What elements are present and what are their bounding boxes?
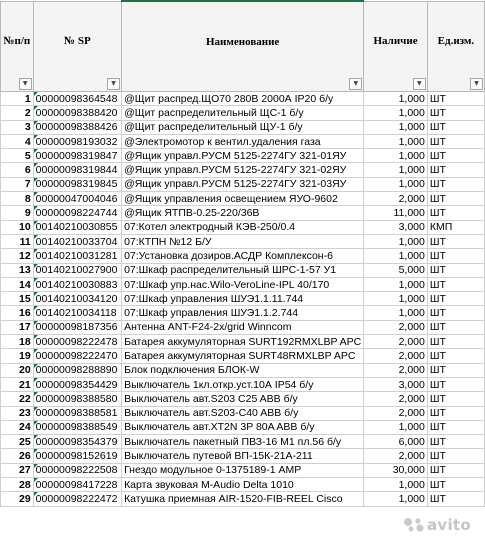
unit-cell[interactable]: ШТ	[427, 249, 484, 263]
table-row	[1, 363, 485, 377]
table-row	[1, 92, 485, 106]
item-name-cell[interactable]: @Ящик управл.РУСМ 5125-2274ГУ 321-01ЯУ	[122, 149, 364, 163]
quantity-cell[interactable]: 2,000	[364, 392, 428, 406]
item-name-cell[interactable]: Катушка приемная AIR-1520-FIB-REEL Cisco	[122, 492, 364, 506]
unit-cell[interactable]: ШТ	[427, 377, 484, 391]
unit-cell[interactable]: ШТ	[427, 234, 484, 248]
row-number-cell[interactable]: 13	[1, 263, 34, 277]
row-number-cell[interactable]: 29	[1, 492, 34, 506]
header-cell-unit[interactable]	[427, 1, 484, 92]
filter-dropdown-icon[interactable]: ▼	[413, 78, 426, 90]
item-name-cell[interactable]: 07:Установка дозиров.АСДР Комплексон-6	[122, 249, 364, 263]
row-number-cell[interactable]: 4	[1, 134, 34, 148]
header-cell-qty[interactable]	[364, 1, 428, 92]
sp-code-cell[interactable]: 00000098222478	[33, 335, 121, 349]
row-number-cell[interactable]: 10	[1, 220, 34, 234]
sp-code-cell[interactable]: 00000098224744	[33, 206, 121, 220]
item-name-cell[interactable]: Выключатель авт.XT2N 3P 80A ABB б/у	[122, 420, 364, 434]
item-name-cell[interactable]: Батарея аккумуляторная SURT192RMXLBP APC	[122, 335, 364, 349]
header-label-unit: Ед.изм.	[437, 35, 475, 48]
table-row	[1, 277, 485, 291]
quantity-cell[interactable]: 1,000	[364, 163, 428, 177]
sp-code-cell[interactable]: 00000098319844	[33, 163, 121, 177]
unit-cell[interactable]: ШТ	[427, 449, 484, 463]
unit-cell[interactable]: ШТ	[427, 292, 484, 306]
sp-code-cell[interactable]: 00000098152619	[33, 449, 121, 463]
sp-code-cell[interactable]: 00000047004046	[33, 192, 121, 206]
sp-code-cell[interactable]: 00140210030855	[33, 220, 121, 234]
table-row	[1, 420, 485, 434]
item-name-cell[interactable]: 07:Шкаф управления ШУЭ1.1.11.744	[122, 292, 364, 306]
unit-cell[interactable]: ШТ	[427, 263, 484, 277]
sp-code-cell[interactable]: 00000098388426	[33, 120, 121, 134]
sp-code-cell[interactable]: 00000098288890	[33, 363, 121, 377]
quantity-cell[interactable]: 2,000	[364, 449, 428, 463]
item-name-cell[interactable]: 07:Котел электродный КЭВ-250/0.4	[122, 220, 364, 234]
item-name-cell[interactable]: 07:Шкаф управления ШУЭ1.1.2.744	[122, 306, 364, 320]
sp-code-cell[interactable]: 00140210031281	[33, 249, 121, 263]
row-number-cell[interactable]: 21	[1, 377, 34, 391]
quantity-cell[interactable]: 1,000	[364, 277, 428, 291]
item-name-cell[interactable]: Выключатель пакетный ПВЗ-16 М1 пл.56 б/у	[122, 435, 364, 449]
header-cell-name[interactable]	[122, 1, 364, 92]
header-cell-num[interactable]	[1, 1, 34, 92]
quantity-cell[interactable]: 1,000	[364, 92, 428, 106]
unit-cell[interactable]: ШТ	[427, 306, 484, 320]
table-row	[1, 435, 485, 449]
header-row	[1, 1, 485, 92]
item-name-cell[interactable]: Карта звуковая M-Audio Delta 1010	[122, 478, 364, 492]
table-row	[1, 249, 485, 263]
avito-watermark	[403, 516, 471, 534]
filter-dropdown-icon[interactable]: ▼	[19, 78, 32, 90]
table-row	[1, 306, 485, 320]
row-number-cell[interactable]: 9	[1, 206, 34, 220]
row-number-cell[interactable]: 12	[1, 249, 34, 263]
unit-cell[interactable]: ШТ	[427, 149, 484, 163]
header-label-num: №п/п	[3, 35, 31, 48]
unit-cell[interactable]: ШТ	[427, 192, 484, 206]
table-row	[1, 106, 485, 120]
header-label-qty: Наличие	[373, 35, 418, 48]
unit-cell[interactable]: ШТ	[427, 406, 484, 420]
table-row	[1, 292, 485, 306]
row-number-cell[interactable]: 14	[1, 277, 34, 291]
item-name-cell[interactable]: @Электромотор к вентил.удаления газа	[122, 134, 364, 148]
unit-cell[interactable]: ШТ	[427, 134, 484, 148]
row-number-cell[interactable]: 24	[1, 420, 34, 434]
row-number-cell[interactable]: 22	[1, 392, 34, 406]
item-name-cell[interactable]: Выключатель путевой ВП-15К-21А-211	[122, 449, 364, 463]
sp-code-cell[interactable]: 00000098354379	[33, 435, 121, 449]
item-name-cell[interactable]: @Щит распред.ЩО70 280В 2000А IP20 б/у	[122, 92, 364, 106]
sp-code-cell[interactable]: 00000098364548	[33, 92, 121, 106]
header-label-name: Наименование	[205, 35, 280, 48]
sp-code-cell[interactable]: 00000098187356	[33, 320, 121, 334]
row-number-cell[interactable]: 19	[1, 349, 34, 363]
quantity-cell[interactable]: 2,000	[364, 349, 428, 363]
watermark-text: avito	[426, 516, 471, 534]
item-name-cell[interactable]: @Ящик управл.РУСМ 5125-2274ГУ 321-03ЯУ	[122, 177, 364, 191]
table-row	[1, 206, 485, 220]
table-row	[1, 320, 485, 334]
table-row	[1, 163, 485, 177]
filter-dropdown-icon[interactable]: ▼	[107, 78, 120, 90]
row-number-cell[interactable]: 26	[1, 449, 34, 463]
quantity-cell[interactable]: 2,000	[364, 363, 428, 377]
unit-cell[interactable]: ШТ	[427, 363, 484, 377]
sp-code-cell[interactable]: 00140210034118	[33, 306, 121, 320]
sp-code-cell[interactable]: 00140210033704	[33, 234, 121, 248]
quantity-cell[interactable]: 5,000	[364, 263, 428, 277]
quantity-cell[interactable]: 1,000	[364, 106, 428, 120]
item-name-cell[interactable]: @Ящик управления освещением ЯУО-9602	[122, 192, 364, 206]
unit-cell[interactable]: ШТ	[427, 478, 484, 492]
table-row	[1, 263, 485, 277]
table-row	[1, 220, 485, 234]
table-row	[1, 449, 485, 463]
table-row	[1, 177, 485, 191]
unit-cell[interactable]: ШТ	[427, 463, 484, 477]
sp-code-cell[interactable]: 00000098417228	[33, 478, 121, 492]
row-number-cell[interactable]: 25	[1, 435, 34, 449]
row-number-cell[interactable]: 28	[1, 478, 34, 492]
item-name-cell[interactable]: 07:Шкаф распределительный ШРС-1-57 У1	[122, 263, 364, 277]
table-row	[1, 335, 485, 349]
unit-cell[interactable]: ШТ	[427, 320, 484, 334]
sp-code-cell[interactable]: 00140210034120	[33, 292, 121, 306]
sp-code-cell[interactable]: 00000098354429	[33, 377, 121, 391]
row-number-cell[interactable]: 11	[1, 234, 34, 248]
sp-code-cell[interactable]: 00000098222470	[33, 349, 121, 363]
item-name-cell[interactable]: @Щит распределительный ЩС-1 б/у	[122, 106, 364, 120]
header-cell-sp[interactable]	[33, 1, 121, 92]
quantity-cell[interactable]: 3,000	[364, 220, 428, 234]
sp-code-cell[interactable]: 00000098319847	[33, 149, 121, 163]
row-number-cell[interactable]: 17	[1, 320, 34, 334]
table-row	[1, 149, 485, 163]
filter-dropdown-icon[interactable]: ▼	[470, 78, 483, 90]
sp-code-cell[interactable]: 00000098222508	[33, 463, 121, 477]
item-name-cell[interactable]: Выключатель авт.S203 C25 ABB б/у	[122, 392, 364, 406]
sp-code-cell[interactable]: 00140210030883	[33, 277, 121, 291]
table-row	[1, 377, 485, 391]
sp-code-cell[interactable]: 00000098388549	[33, 420, 121, 434]
quantity-cell[interactable]: 1,000	[364, 149, 428, 163]
unit-cell[interactable]: ШТ	[427, 492, 484, 506]
row-number-cell[interactable]: 3	[1, 120, 34, 134]
sp-code-cell[interactable]: 00000098193032	[33, 134, 121, 148]
item-name-cell[interactable]: Антенна ANT-F24-2x/grid Winncom	[122, 320, 364, 334]
quantity-cell[interactable]: 1,000	[364, 292, 428, 306]
unit-cell[interactable]: ШТ	[427, 106, 484, 120]
quantity-cell[interactable]: 1,000	[364, 249, 428, 263]
table-row	[1, 392, 485, 406]
table-body	[1, 92, 485, 507]
table-row	[1, 349, 485, 363]
quantity-cell[interactable]: 1,000	[364, 492, 428, 506]
unit-cell[interactable]: ШТ	[427, 335, 484, 349]
quantity-cell[interactable]: 6,000	[364, 435, 428, 449]
unit-cell[interactable]: ШТ	[427, 163, 484, 177]
item-name-cell[interactable]: 07:Шкаф упр.нас.Wilo-VeroLine-IPL 40/170	[122, 277, 364, 291]
quantity-cell[interactable]: 2,000	[364, 406, 428, 420]
item-name-cell[interactable]: @Ящик ЯТПВ-0.25-220/36В	[122, 206, 364, 220]
row-number-cell[interactable]: 8	[1, 192, 34, 206]
item-name-cell[interactable]: Батарея аккумуляторная SURT48RMXLBP APC	[122, 349, 364, 363]
item-name-cell[interactable]: 07:КТПН №12 Б/У	[122, 234, 364, 248]
item-name-cell[interactable]: Гнездо модульное 0-1375189-1 AMP	[122, 463, 364, 477]
quantity-cell[interactable]: 2,000	[364, 320, 428, 334]
row-number-cell[interactable]: 6	[1, 163, 34, 177]
sp-code-cell[interactable]: 00000098222472	[33, 492, 121, 506]
unit-cell[interactable]: ШТ	[427, 206, 484, 220]
row-number-cell[interactable]: 1	[1, 92, 34, 106]
row-number-cell[interactable]: 23	[1, 406, 34, 420]
quantity-cell[interactable]: 1,000	[364, 306, 428, 320]
item-name-cell[interactable]: @Щит распределительный ЩУ-1 б/у	[122, 120, 364, 134]
row-number-cell[interactable]: 16	[1, 306, 34, 320]
quantity-cell[interactable]: 1,000	[364, 234, 428, 248]
unit-cell[interactable]: ШТ	[427, 392, 484, 406]
unit-cell[interactable]: ШТ	[427, 420, 484, 434]
table-row	[1, 234, 485, 248]
item-name-cell[interactable]: @Ящик управл.РУСМ 5125-2274ГУ 321-02ЯУ	[122, 163, 364, 177]
unit-cell[interactable]: ШТ	[427, 435, 484, 449]
quantity-cell[interactable]: 2,000	[364, 335, 428, 349]
row-number-cell[interactable]: 20	[1, 363, 34, 377]
quantity-cell[interactable]: 2,000	[364, 192, 428, 206]
table-row	[1, 120, 485, 134]
table-row	[1, 134, 485, 148]
sp-code-cell[interactable]: 00140210027900	[33, 263, 121, 277]
quantity-cell[interactable]: 1,000	[364, 177, 428, 191]
sp-code-cell[interactable]: 00000098388580	[33, 392, 121, 406]
quantity-cell[interactable]: 1,000	[364, 134, 428, 148]
unit-cell[interactable]: ШТ	[427, 277, 484, 291]
unit-cell[interactable]: ШТ	[427, 120, 484, 134]
header-label-sp: № SP	[64, 35, 91, 48]
table-row	[1, 463, 485, 477]
row-number-cell[interactable]: 2	[1, 106, 34, 120]
unit-cell[interactable]: КМП	[427, 220, 484, 234]
row-number-cell[interactable]: 27	[1, 463, 34, 477]
table-row	[1, 406, 485, 420]
row-number-cell[interactable]: 15	[1, 292, 34, 306]
table-row	[1, 192, 485, 206]
quantity-cell[interactable]: 30,000	[364, 463, 428, 477]
unit-cell[interactable]: ШТ	[427, 177, 484, 191]
item-name-cell[interactable]: Блок подключения БЛОК-W	[122, 363, 364, 377]
row-number-cell[interactable]: 5	[1, 149, 34, 163]
avito-logo-icon	[403, 517, 425, 533]
quantity-cell[interactable]: 11,000	[364, 206, 428, 220]
sp-code-cell[interactable]: 00000098388581	[33, 406, 121, 420]
quantity-cell[interactable]: 3,000	[364, 377, 428, 391]
row-number-cell[interactable]: 7	[1, 177, 34, 191]
quantity-cell[interactable]: 1,000	[364, 478, 428, 492]
quantity-cell[interactable]: 1,000	[364, 420, 428, 434]
sp-code-cell[interactable]: 00000098319845	[33, 177, 121, 191]
filter-dropdown-icon[interactable]: ▼	[349, 78, 362, 90]
unit-cell[interactable]: ШТ	[427, 92, 484, 106]
table-row	[1, 492, 485, 506]
sp-code-cell[interactable]: 00000098388420	[33, 106, 121, 120]
item-name-cell[interactable]: Выключатель 1кл.откр.уст.10А IP54 б/у	[122, 377, 364, 391]
row-number-cell[interactable]: 18	[1, 335, 34, 349]
quantity-cell[interactable]: 1,000	[364, 120, 428, 134]
item-name-cell[interactable]: Выключатель авт.S203-C40 ABB б/у	[122, 406, 364, 420]
table-row	[1, 478, 485, 492]
unit-cell[interactable]: ШТ	[427, 349, 484, 363]
